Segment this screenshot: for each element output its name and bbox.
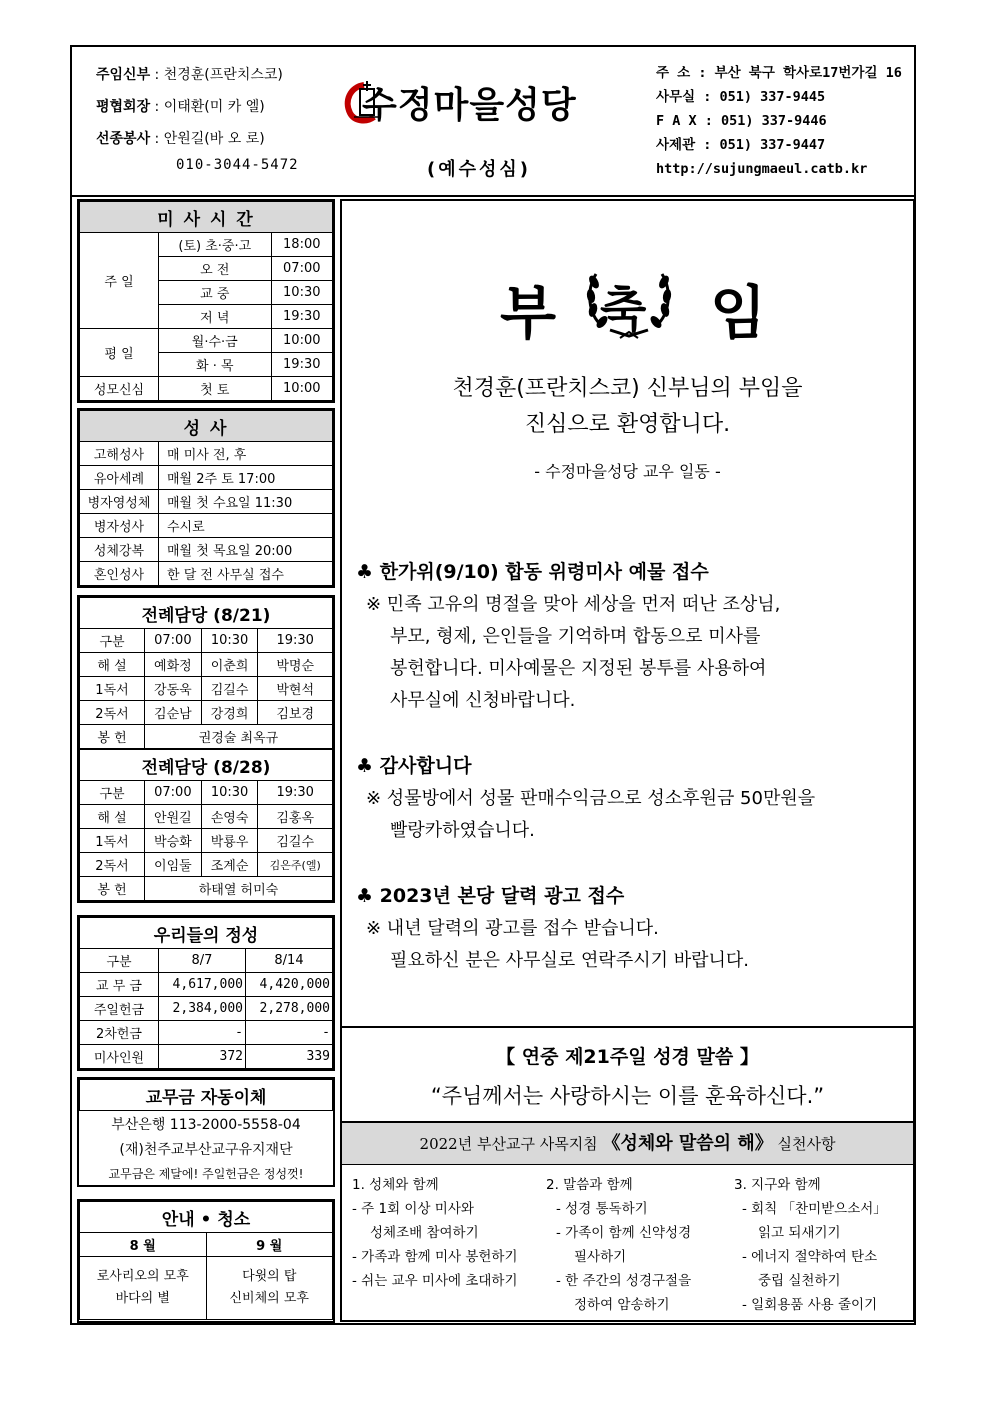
sacrament-name: 성체강복 [80,538,159,562]
parish-subtitle: (예수성심) [427,159,532,180]
liturgy-cell: 박현석 [258,677,333,701]
liturgy-cell: 박룡우 [201,829,258,853]
notice-line: 사무실에 신청바랍니다. [390,690,576,711]
sacrament-value: 한 달 전 사무실 접수 [159,562,333,586]
cleaning-aug [80,1257,207,1320]
sacrament-value: 매월 첫 수요일 11:30 [159,490,333,514]
liturgy-role: 2독서 [80,701,145,725]
liturgy-head: 07:00 [145,781,202,805]
pastor-line: 주임신부 : 천경훈(프란치스코) [96,67,283,83]
liturgy-cell: 조계순 [201,853,258,877]
phone: 010-3044-5472 [176,157,299,173]
mass-time: 19:30 [271,305,332,329]
liturgy-role: 해 설 [80,653,145,677]
notice-line: ※ 내년 달력의 광고를 접수 받습니다. [366,918,659,939]
sacrament-value: 수시로 [159,514,333,538]
sacrament-name: 고해성사 [80,442,159,466]
guide-prefix: 2022년 부산교구 사목지침 [419,1135,598,1153]
autopay-note: 교무금은 제달에! 주일헌금은 정성껏! [108,1166,304,1181]
guide-line: - 한 주간의 성경구절을 [556,1273,692,1289]
offering-value: 2,384,000 [159,997,246,1021]
liturgy-cell: 예화정 [145,653,202,677]
guide-line: 정하여 암송하기 [574,1297,670,1313]
guide-col-2 [546,1173,691,1317]
liturgy-cell: 손영숙 [201,805,258,829]
liturgy-title-828: 전례담당 (8/28) [80,749,333,781]
mass-time: 10:00 [271,329,332,353]
liturgy-head: 07:00 [145,629,202,653]
offering-value: 2,278,000 [246,997,333,1021]
sacraments-box [77,408,335,588]
offering-value: 339 [246,1045,333,1069]
guide-line: - 쉬는 교우 미사에 초대하기 [352,1273,518,1289]
cleaning-group: 바다의 별 [115,1291,170,1306]
notice-1-body [366,589,780,717]
mass-time: 10:00 [271,377,332,401]
bulletin-page [70,45,916,1325]
guide-line: 3. 지구와 함께 [734,1177,821,1193]
liturgy-cell: 김순남 [145,701,202,725]
cleaning-sep [206,1257,333,1320]
offering-value: - [246,1021,333,1045]
notice-line: ※ 성물방에서 성물 판매수익금으로 성소후원금 50만원을 [366,788,816,809]
pastoral-guide-title [342,1123,913,1165]
sacrament-name: 혼인성사 [80,562,159,586]
liturgy-cell: 이춘희 [201,653,258,677]
cleaning-box [77,1199,335,1323]
account-holder: (재)천주교부산교구유지재단 [119,1141,293,1158]
offering-label: 교 무 금 [80,973,159,997]
mass-name: 첫 토 [159,377,272,401]
offerings-title: 우리들의 정성 [80,918,333,949]
notice-2-title: ♣ 감사합니다 [356,755,472,777]
offering-value: - [159,1021,246,1045]
offering-value: 4,420,000 [246,973,333,997]
liturgy-role: 1독서 [80,829,145,853]
liturgy-cell: 이임둘 [145,853,202,877]
main-content [340,199,915,1322]
liturgy-cell: 박승화 [145,829,202,853]
council-line: 평협회장 : 이태환(미 카 엘) [96,99,265,115]
liturgy-role: 해 설 [80,805,145,829]
offerings-head: 구분 [80,949,159,973]
guide-theme: 《성체와 말씀의 해》 [602,1133,773,1154]
liturgy-head: 10:30 [201,629,258,653]
rectory-phone: 사제관 : 051) 337-9447 [656,137,826,153]
cleaning-month: 9 월 [206,1233,333,1257]
notice-2-body [366,783,815,847]
fax: F A X : 051) 337-9446 [656,113,827,129]
notice-line: 봉헌합니다. 미사예물은 지정된 봉투를 사용하여 [390,658,767,679]
guide-line: - 가족이 함께 신약성경 [556,1225,692,1241]
celebration-center-char: 축 [600,282,647,338]
offering-label: 주일헌금 [80,997,159,1021]
sacrament-name: 유아세례 [80,466,159,490]
scripture-box [342,1026,913,1123]
sacrament-value: 매 미사 전, 후 [159,442,333,466]
weekday-label: 평 일 [80,329,159,377]
liturgy-head: 구분 [80,781,145,805]
liturgy-cell: 권경술 최옥규 [145,725,333,750]
mass-times-box [77,199,335,403]
office-phone: 사무실 : 051) 337-9445 [656,89,826,105]
mass-time: 07:00 [271,257,332,281]
guide-line: 필사하기 [574,1249,627,1265]
mass-name: 화 · 목 [159,353,272,377]
guide-col-1 [352,1173,518,1293]
mass-times-title: 미 사 시 간 [80,202,333,233]
header [72,47,914,197]
liturgy-cell: 김홍옥 [258,805,333,829]
cleaning-group: 로사리오의 모후 [96,1269,189,1284]
guide-line: - 가족과 함께 미사 봉헌하기 [352,1249,518,1265]
liturgy-head: 구분 [80,629,145,653]
scripture-title: 【 연중 제21주일 성경 말씀 】 [496,1046,759,1068]
liturgy-head: 19:30 [258,629,333,653]
sacrament-value: 매월 2주 토 17:00 [159,466,333,490]
guide-line: - 회칙 「찬미받으소서」 [742,1201,887,1217]
liturgy-box [77,595,335,903]
celebration-right-char: 임 [710,279,767,347]
mass-name: 저 녁 [159,305,272,329]
offerings-head: 8/14 [246,949,333,973]
guide-line: - 성경 통독하기 [556,1201,648,1217]
cleaning-month: 8 월 [80,1233,207,1257]
notice-line: 빨랑카하였습니다. [390,820,535,841]
welcome-line-2: 진심으로 환영합니다. [524,412,731,437]
celebration-left-char: 부 [500,279,557,347]
guide-line: 1. 성체와 함께 [352,1177,439,1193]
address: 주 소 : 부산 북구 학사로17번가길 16 [656,65,902,81]
cleaning-title: 안내 • 청소 [80,1202,333,1233]
guide-line: 성체조배 참여하기 [370,1225,479,1241]
offering-label: 2차헌금 [80,1021,159,1045]
liturgy-cell: 박명순 [258,653,333,677]
liturgy-cell: 김길수 [201,677,258,701]
liturgy-role: 봉 헌 [80,877,145,901]
guide-line: - 에너지 절약하여 탄소 [742,1249,878,1265]
liturgy-cell: 김은주(엘) [258,853,333,877]
notice-line: ※ 민족 고유의 명절을 맞아 세상을 먼저 떠난 조상님, [366,594,781,615]
liturgy-cell: 강동욱 [145,677,202,701]
autopay-title: 교무금 자동이체 [80,1080,333,1111]
sacrament-name: 병자성사 [80,514,159,538]
guide-suffix: 실천사항 [777,1135,836,1153]
guide-line: 읽고 되새기기 [758,1225,841,1241]
service-line: 선종봉사 : 안원길(바 오 로) [96,131,265,147]
bank-account: 부산은행 113-2000-5558-04 [111,1116,301,1133]
guide-line: 2. 말씀과 함께 [546,1177,633,1193]
liturgy-cell: 안원길 [145,805,202,829]
liturgy-cell: 김보경 [258,701,333,725]
cleaning-group: 신비체의 모후 [229,1291,309,1306]
liturgy-role: 1독서 [80,677,145,701]
welcome-line-1: 천경훈(프란치스코) 신부님의 부임을 [452,376,803,401]
cleaning-group: 다윗의 탑 [242,1269,297,1284]
mass-time: 19:30 [271,353,332,377]
offering-value: 372 [159,1045,246,1069]
notice-3-body [366,913,749,977]
liturgy-cell: 하태열 허미숙 [145,877,333,901]
offering-label: 미사인원 [80,1045,159,1069]
notice-line: 부모, 형제, 은인들을 기억하며 합동으로 미사를 [390,626,761,647]
offering-value: 4,617,000 [159,973,246,997]
offerings-head: 8/7 [159,949,246,973]
notice-line: 필요하신 분은 사무실로 연락주시기 바랍니다. [390,950,749,971]
sacraments-title: 성 사 [80,411,333,442]
sacrament-value: 매월 첫 목요일 20:00 [159,538,333,562]
liturgy-head: 19:30 [258,781,333,805]
autopay-box [77,1077,335,1187]
mass-time: 10:30 [271,281,332,305]
guide-line: - 주 1회 이상 미사와 [352,1201,474,1217]
mass-time: 18:00 [271,233,332,257]
mass-name: 월·수·금 [159,329,272,353]
welcome-from: - 수정마을성당 교우 일동 - [534,462,721,481]
sacrament-name: 병자영성체 [80,490,159,514]
liturgy-cell: 강경희 [201,701,258,725]
parish-title: 수정마을성당 [362,85,577,126]
sunday-label: 주 일 [80,233,159,329]
liturgy-head: 10:30 [201,781,258,805]
mass-name: (토) 초·중·고 [159,233,272,257]
guide-col-3 [734,1173,887,1317]
liturgy-title-821: 전례담당 (8/21) [80,598,333,629]
mass-name: 오 전 [159,257,272,281]
liturgy-cell: 김길수 [258,829,333,853]
guide-line: 중립 실천하기 [758,1273,841,1289]
liturgy-role: 봉 헌 [80,725,145,750]
guide-line: - 일회용품 사용 줄이기 [742,1297,878,1313]
mass-name: 교 중 [159,281,272,305]
offerings-box [77,915,335,1071]
scripture-verse: “주님께서는 사랑하시는 이를 훈육하신다.” [430,1084,825,1108]
liturgy-role: 2독서 [80,853,145,877]
notice-3-title: ♣ 2023년 본당 달력 광고 접수 [356,885,625,907]
website-link[interactable]: http://sujungmaeul.catb.kr [656,161,868,177]
first-sat-label: 성모신심 [80,377,159,401]
notice-1-title: ♣ 한가위(9/10) 합동 위령미사 예물 접수 [356,561,709,583]
